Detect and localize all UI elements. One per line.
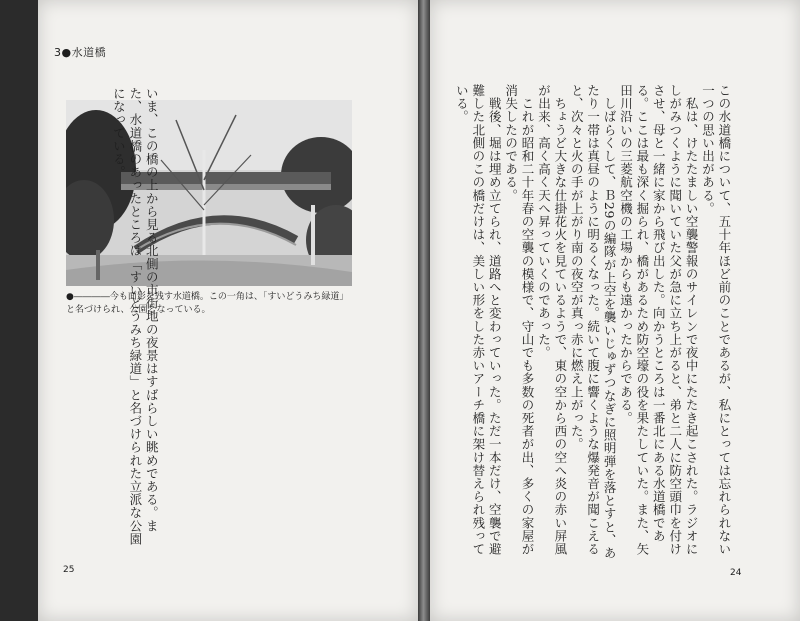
bridge-photo-illustration [66, 100, 352, 286]
left-page-number: 25 [63, 565, 75, 575]
chapter-heading: 3●水道橋 [54, 46, 107, 59]
right-page-number: 24 [730, 568, 742, 578]
left-page-body-text: いま、この橋の上から見る北側の市街地の夜景はすばらしい眺めである。また、水道橋のあったところは「すいどうみち緑道」と名づけられた立派な公園になっている。 [111, 87, 160, 546]
right-page-body-text: この水道橋について、五十年ほど前のことであるが、私にとっては忘れられない一つの思い出がある。 私は、けたたましい空襲警報のサイレンで夜中にたたき起こされた。ラジオにしがみつくように聞いていた父が急に立ち上がると、弟と二人に防空頭巾を付けさせ、母と一緒に家から飛び出した。向かうところは一番北にある水道橋である。ここは最も深く掘られ、橋があるため防空壕の役を果たしていた。また、矢田川沿いの三菱航空機の工場からも遠かったからである。 しばらくして、Ｂ29の編隊が上空を襲いじゅずつなぎに照明弾を落とすと、あたり一帯は真昼のように明るくなった。続いて腹に響くような爆発音が聞こえると、次々と火の手が上がり南の夜空が真っ赤に燃え上がった。 ちょうど大きな仕掛花火を見ているようで、東の空から西の空へ炎の赤い屏風が出来、高く高く天へ昇っていくのであった。 これが昭和二十年春の空襲の模様で、守山でも多数の死者が出、多くの家屋が消失したのである。 戦後、堀は埋め立てられ、道路へと変わっていった。ただ一本だけ、空襲で避難した北側のこの橋だけは、美しい形をした赤いアーチ橋に架け替えられ残っている。 [454, 84, 732, 560]
photo-caption: ●――――今も面影を残す水道橋。この一角は、「すいどうみち緑道」と名づけられ、公園となっている。 [66, 292, 349, 315]
book-gutter [418, 0, 430, 621]
suidobashi-bridge-photo [66, 100, 352, 286]
